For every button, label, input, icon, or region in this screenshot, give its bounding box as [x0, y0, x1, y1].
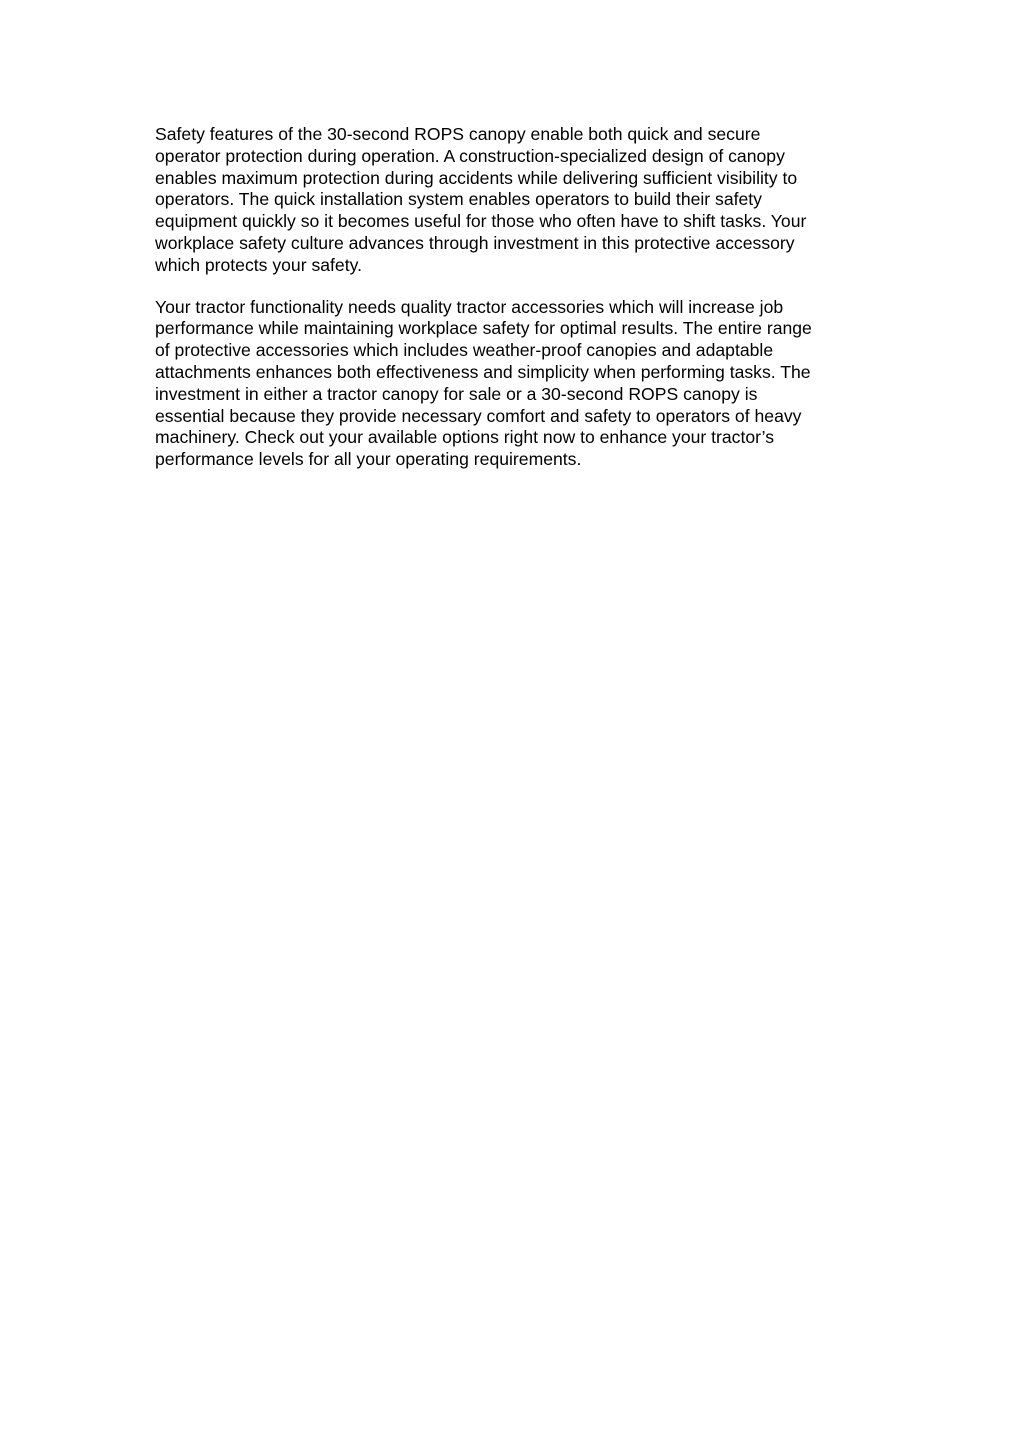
paragraph-line: machinery. Check out your available options right now to enhance your tractor’s [155, 427, 775, 448]
paragraph-line: performance levels for all your operating requirements. [155, 449, 582, 470]
paragraph-1 [155, 124, 867, 277]
paragraph-line: workplace safety culture advances through investment in this protective accessory [155, 232, 795, 253]
paragraph-line: Safety features of the 30-second ROPS canopy enable both quick and secure [155, 124, 761, 144]
paragraph-line: equipment quickly so it becomes useful for those who often have to shift tasks. Your [155, 211, 807, 232]
paragraph-line: of protective accessories which includes weather-proof canopies and adaptable [155, 340, 774, 361]
paragraph-line: investment in either a tractor canopy for sale or a 30-second ROPS canopy is [155, 383, 758, 404]
paragraph-line: enables maximum protection during accidents while delivering sufficient visibility to [155, 167, 798, 188]
paragraph-line: Your tractor functionality needs quality tractor accessories which will increase job [155, 296, 784, 317]
paragraph-line: attachments enhances both effectiveness and simplicity when performing tasks. The [155, 361, 811, 382]
paragraph-line: operators. The quick installation system enables operators to build their safety [155, 189, 762, 210]
paragraph-line: operator protection during operation. A construction-specialized design of canopy [155, 145, 785, 166]
document-body [155, 124, 867, 491]
paragraph-line: performance while maintaining workplace safety for optimal results. The entire range [155, 318, 812, 339]
paragraph-line: which protects your safety. [155, 254, 362, 275]
paragraph-line: essential because they provide necessary comfort and safety to operators of heavy [155, 405, 802, 426]
paragraph-2 [155, 297, 867, 471]
